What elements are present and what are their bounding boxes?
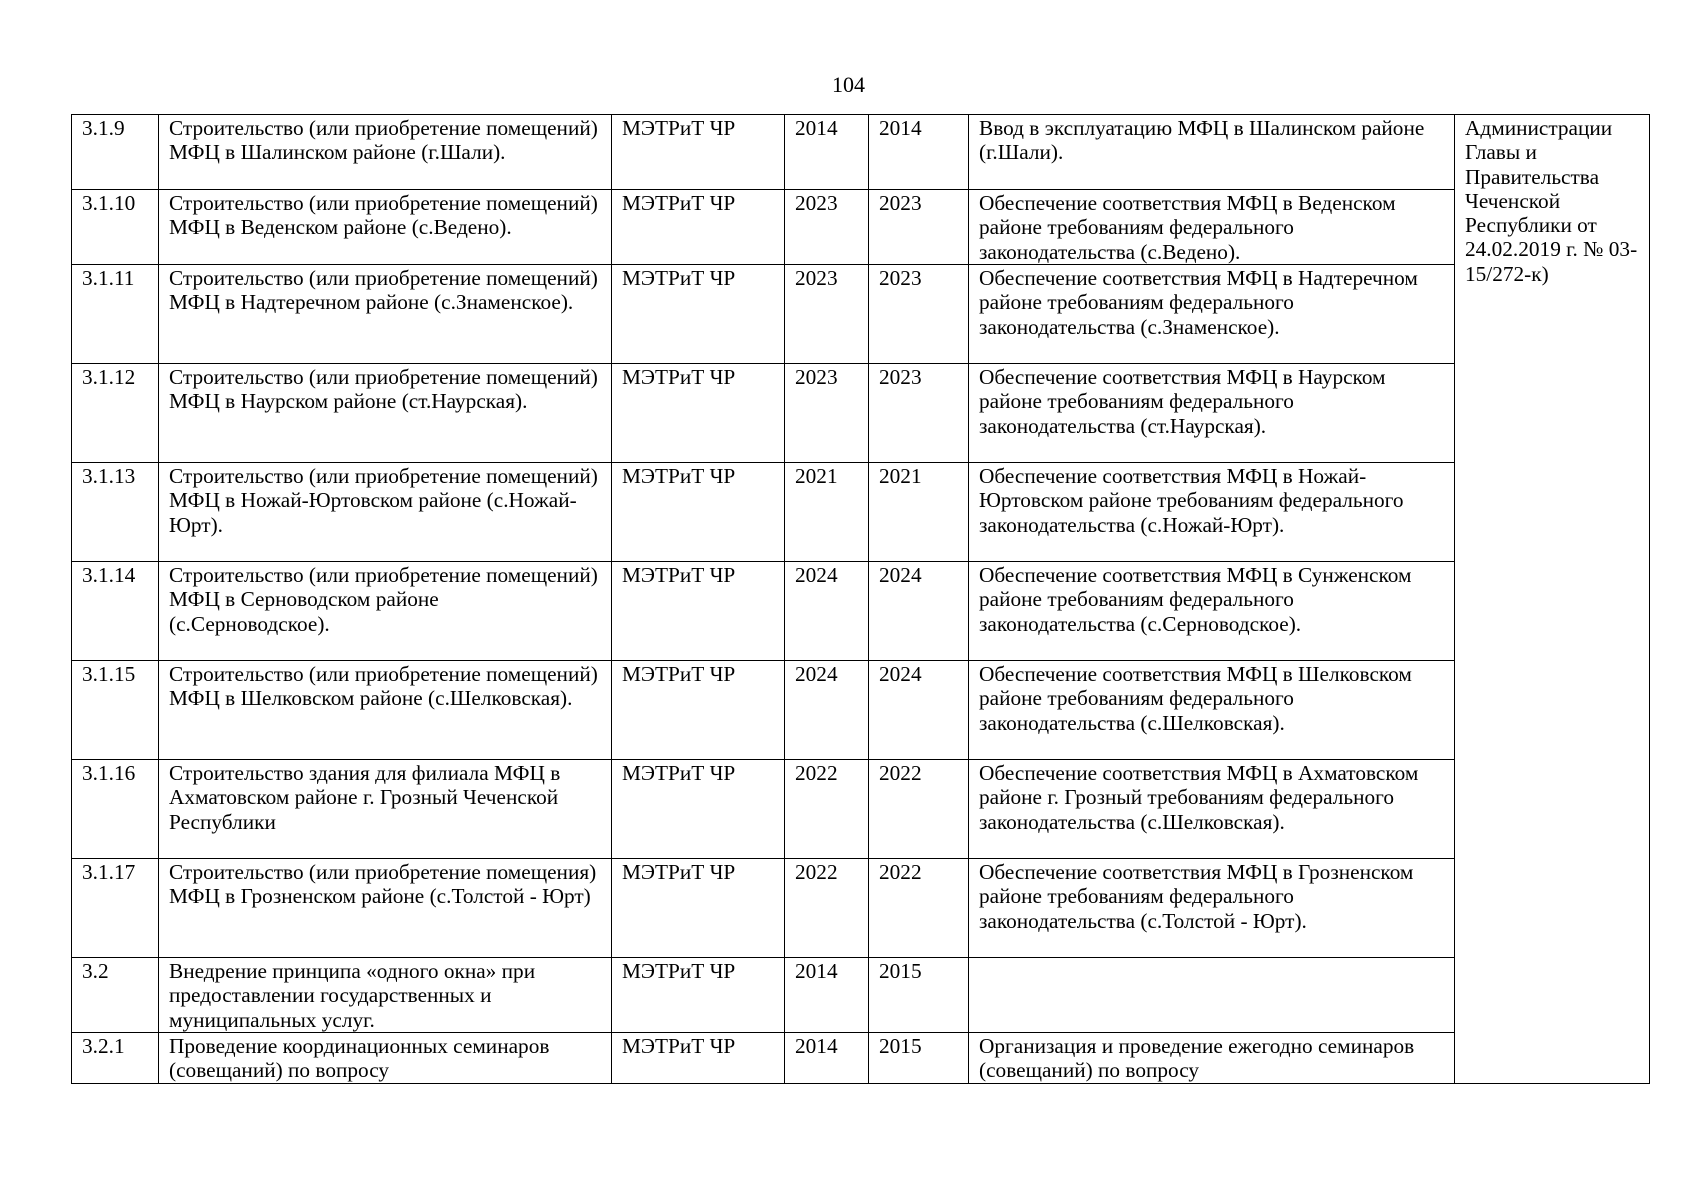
- program-table: [71, 114, 1650, 1084]
- item-result: Обеспечение соответствия МФЦ в Грозненском районе требованиям федерального законодательства (с.Толстой - Юрт).: [969, 859, 1455, 958]
- item-result: Обеспечение соответствия МФЦ в Шелковском районе требованиям федерального законодательства (с.Шелковская).: [969, 661, 1455, 760]
- item-end-year: 2014: [869, 115, 969, 190]
- item-result: Обеспечение соответствия МФЦ в Сунженском районе требованиям федерального законодательства (с.Серноводское).: [969, 562, 1455, 661]
- item-start-year: 2023: [785, 364, 869, 463]
- table-row: [72, 364, 1650, 463]
- item-name: Строительство (или приобретение помещений) МФЦ в Серноводском районе (с.Серноводское).: [159, 562, 612, 661]
- item-executor: МЭТРиТ ЧР: [612, 562, 785, 661]
- item-name: Строительство (или приобретение помещений) МФЦ в Шелковском районе (с.Шелковская).: [159, 661, 612, 760]
- table-row: [72, 760, 1650, 859]
- item-end-year: 2024: [869, 661, 969, 760]
- note-cell: Администрации Главы и Правительства Чеченской Республики от 24.02.2019 г. № 03-15/272-к): [1455, 115, 1650, 1084]
- item-start-year: 2024: [785, 661, 869, 760]
- item-executor: МЭТРиТ ЧР: [612, 115, 785, 190]
- item-result: Обеспечение соответствия МФЦ в Надтеречном районе требованиям федерального законодательства (с.Знаменское).: [969, 265, 1455, 364]
- item-name: Строительство (или приобретение помещения) МФЦ в Грозненском районе (с.Толстой - Юрт): [159, 859, 612, 958]
- item-executor: МЭТРиТ ЧР: [612, 364, 785, 463]
- item-start-year: 2023: [785, 265, 869, 364]
- item-name: Строительство (или приобретение помещений) МФЦ в Веденском районе (с.Ведено).: [159, 190, 612, 265]
- item-result: Обеспечение соответствия МФЦ в Ахматовском районе г. Грозный требованиям федерального законодательства (с.Шелковская).: [969, 760, 1455, 859]
- table-row: [72, 958, 1650, 1033]
- item-start-year: 2022: [785, 859, 869, 958]
- item-executor: МЭТРиТ ЧР: [612, 463, 785, 562]
- item-result: Обеспечение соответствия МФЦ в Наурском районе требованиям федерального законодательства (ст.Наурская).: [969, 364, 1455, 463]
- table-row: [72, 190, 1650, 265]
- item-result: Организация и проведение ежегодно семинаров (совещаний) по вопросу: [969, 1033, 1455, 1084]
- item-name: Строительство (или приобретение помещений) МФЦ в Надтеречном районе (с.Знаменское).: [159, 265, 612, 364]
- item-start-year: 2022: [785, 760, 869, 859]
- item-number: 3.1.13: [72, 463, 159, 562]
- item-start-year: 2014: [785, 958, 869, 1033]
- item-number: 3.1.9: [72, 115, 159, 190]
- item-end-year: 2015: [869, 958, 969, 1033]
- item-number: 3.1.10: [72, 190, 159, 265]
- page-number: 104: [832, 72, 865, 97]
- item-executor: МЭТРиТ ЧР: [612, 265, 785, 364]
- table-row: [72, 463, 1650, 562]
- item-executor: МЭТРиТ ЧР: [612, 958, 785, 1033]
- item-executor: МЭТРиТ ЧР: [612, 661, 785, 760]
- item-executor: МЭТРиТ ЧР: [612, 859, 785, 958]
- table-row: [72, 859, 1650, 958]
- item-number: 3.1.17: [72, 859, 159, 958]
- item-executor: МЭТРиТ ЧР: [612, 760, 785, 859]
- table-row: [72, 562, 1650, 661]
- item-name: Строительство (или приобретение помещений) МФЦ в Шалинском районе (г.Шали).: [159, 115, 612, 190]
- item-executor: МЭТРиТ ЧР: [612, 1033, 785, 1084]
- item-end-year: 2023: [869, 265, 969, 364]
- item-result: Обеспечение соответствия МФЦ в Ножай-Юртовском районе требованиям федерального законодательства (с.Ножай-Юрт).: [969, 463, 1455, 562]
- item-name: Проведение координационных семинаров (совещаний) по вопросу: [159, 1033, 612, 1084]
- item-number: 3.1.15: [72, 661, 159, 760]
- item-end-year: 2021: [869, 463, 969, 562]
- item-name: Строительство здания для филиала МФЦ в Ахматовском районе г. Грозный Чеченской Республики: [159, 760, 612, 859]
- item-start-year: 2023: [785, 190, 869, 265]
- item-number: 3.1.12: [72, 364, 159, 463]
- item-end-year: 2022: [869, 760, 969, 859]
- item-end-year: 2023: [869, 190, 969, 265]
- item-start-year: 2014: [785, 1033, 869, 1084]
- item-name: Строительство (или приобретение помещений) МФЦ в Ножай-Юртовском районе (с.Ножай-Юрт).: [159, 463, 612, 562]
- item-name: Внедрение принципа «одного окна» при предоставлении государственных и муниципальных услуг.: [159, 958, 612, 1033]
- item-result: [969, 958, 1455, 1033]
- item-end-year: 2015: [869, 1033, 969, 1084]
- table-row: [72, 1033, 1650, 1084]
- item-end-year: 2024: [869, 562, 969, 661]
- item-result: Обеспечение соответствия МФЦ в Веденском районе требованиям федерального законодательства (с.Ведено).: [969, 190, 1455, 265]
- item-number: 3.1.14: [72, 562, 159, 661]
- item-number: 3.2.1: [72, 1033, 159, 1084]
- item-name: Строительство (или приобретение помещений) МФЦ в Наурском районе (ст.Наурская).: [159, 364, 612, 463]
- item-end-year: 2022: [869, 859, 969, 958]
- table-row: [72, 265, 1650, 364]
- item-result: Ввод в эксплуатацию МФЦ в Шалинском районе (г.Шали).: [969, 115, 1455, 190]
- item-start-year: 2024: [785, 562, 869, 661]
- item-executor: МЭТРиТ ЧР: [612, 190, 785, 265]
- item-number: 3.2: [72, 958, 159, 1033]
- item-number: 3.1.16: [72, 760, 159, 859]
- item-start-year: 2021: [785, 463, 869, 562]
- item-start-year: 2014: [785, 115, 869, 190]
- table-row: [72, 115, 1650, 190]
- item-end-year: 2023: [869, 364, 969, 463]
- item-number: 3.1.11: [72, 265, 159, 364]
- table-row: [72, 661, 1650, 760]
